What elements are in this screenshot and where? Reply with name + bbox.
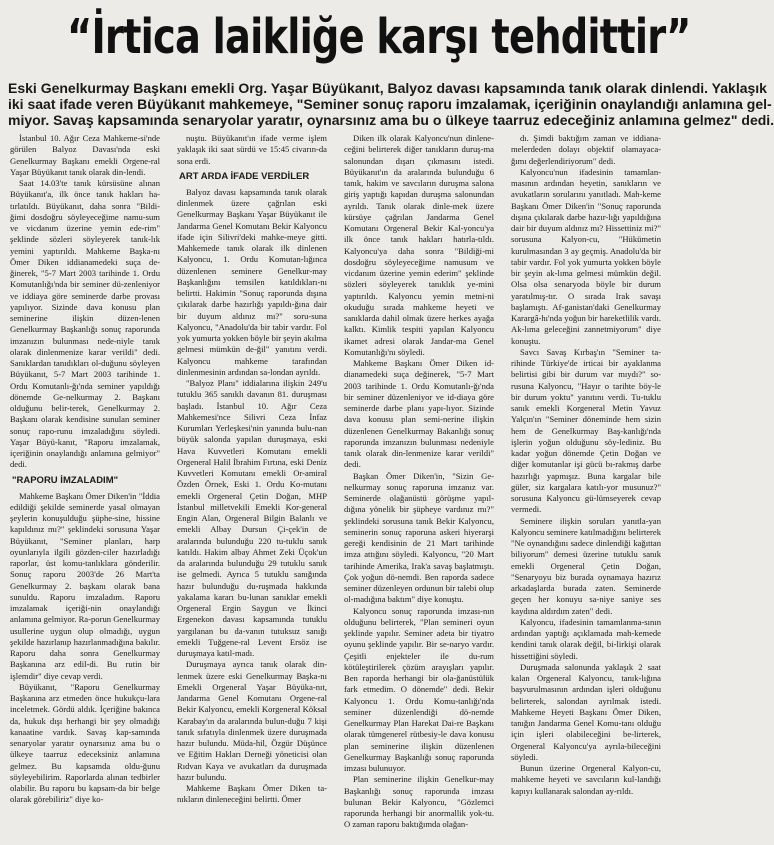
- article-paragraph: nuştu. Büyükanıt'ın ifade verme işlem yaklaşık iki saat sürdü ve 15:45 civarın-da sona erdi.: [177, 133, 327, 166]
- section-heading: "RAPORU İMZALADIM": [12, 474, 119, 486]
- article-paragraph: Başkan Ömer Diken'in, "Sizin Ge-nelkurmay sonuç raporuna imzanız var. Seminerde olağanüstü görüşme yapıl-dığına yönelik bir şüpheye vardınız mı?" şeklindeki sorusuna tanık Bekir Kalyoncu, seminerin sonuç raporuna askeri hiyerarşi gereği kendisinin de 21 Mart tarihinde imza attığını söyledi. Kalyoncu, "20 Mart tarihinde Amerika, Irak'a savaş başlatmıştı. Çok yoğun dö-nemdi. Ben raporda sadece seminer düzenleyen ordunun bir talebi olup ol-madığına baktım" diye konuştu.: [344, 470, 494, 605]
- subheadline-line: Eski Genelkurmay Başkanı emekli Org. Yaşar Büyükanıt, Balyoz davası kapsamında tanık olarak dinlendi. Yaklaşık: [8, 80, 767, 96]
- article-paragraph: Kalyoncu, ifadesinin tamamlanma-sının ardından yaptığı açıklamada mah-kemede kendini tanık olarak değil, bi-lirkişi olarak hissettiğini söyledi.: [511, 616, 661, 661]
- section-heading: ART ARDA İFADE VERDİLER: [179, 170, 310, 182]
- article-paragraph: Mahkeme Başkanı Ömer Diken id-dianamedeki suça değinerek, "5-7 Mart 2003 tarihinde 1. Ordu Komutanlı-ğı'nda bir seminer düzenleniyor ve id-diaya göre seminerde darbe planı yapı-lıyor. Sizinde dava konusu plan semi-nerine ilişkin düzenlenen Genelkurmay Bakanlığı sonuç raporunda imzanızın bulunması nedeniyle tanık olarak din-lenmenize karar verildi" dedi.: [344, 358, 494, 470]
- article-column-3: [344, 133, 494, 841]
- article-paragraph: Seminere ilişkin soruları yanıtla-yan Kalyoncu seminere katılmadığını belirterek "Ne oynandığını sadece dinlendiği kağıttan biliyorum" demesi üzerine tutuklu sanık emekli Orgeneral Çetin Doğan, "Senaryoyu biz burada oynamaya hazırız arkadaşlarda burada zaten. Seminerde geçen her konuyu sa-niye saniye ses kaydına aldırdım zaten" dedi.: [511, 515, 661, 616]
- subheadline-line: iki saat ifade veren Büyükanıt mahkemeye, "Seminer sonuç raporu imzalamak, içeriğinin onaylandığı anlamına gel-: [8, 96, 772, 112]
- headline: “İrtica laikliğe karşı tehdittir”: [67, 9, 691, 65]
- article-paragraph: Saat 14.03'te tanık kürsüsüne alınan Büyükanıt'a, ilk önce tanık hakları ha-tırlatıldı. Büyükanıt, daha sonra "Bildi-ğimi dosdoğru söyleyeceğime namu-sum ve vicdanım üzerine yemin ede-rim" şeklinde sözleri söyleyerek tanık-lık yemini yaptırıldı. Mahkeme Başka-nı Ömer Diken iddianamedeki suça de-ğinerek, "5-7 Mart 2003 tarihinde 1. Ordu Komutanlığı'nda bir seminer dü-zenleniyor ve iddiaya göre seminerde darbe provası yapılıyor. Sizinde dava konusu plan seminerine ilişkin düzen-lenen Genelkurmay Başkanlığı sonuç raporunda imzanızın bulunması nede-niyle tanık olarak dinlenmenize karar verildi" dedi. Sanıklardan tanıdıkları ol-duğunu söyleyen Büyükanıt, 5-7 Mart 2003 tarihinde 1. Ordu Komutanlı-ğı'nda seminer yapıldığı dönemde Ge-nelkurmay 2. Başkanı olduğunu belir-terek, Genelkurmay 2. Başkanı olarak kendisine sunulan seminer sonuç rapo-runu imzaladığını söyledi. Yaşar Büyü-kanıt, "Raporu imzalamak, içeriğinin onaylandığı anlamına gelmiyor" dedi.: [10, 178, 160, 470]
- article-paragraph: Mahkeme Başkanı Ömer Diken'in "İddia edildiği şekilde seminerde yasal olmayan şeylerin konuşulduğu şüphe-sine, hissine kapıldınız mı?" şeklindeki sorusuna Yaşar Büyükanıt, "Seminer planları, harp oyunlarıyla ilgili gözden-ciler hazırladığı raporlar, üst komu-tanlıklara gönderilir. Sonuç raporu 2003'de 26 Mart'ta Genelkurmay 2. başkanı olarak bana sunuldu. Raporu imzaladım. Raporu imzalamak içeriği-nin onaylandığı anlamına gelmiyor. Ra-porun Genelkurmay usullerine uygun olup olmadığı, uygun şekilde hazırlanıp hazırlanmadığına bakılır. Raporu daha sonra Genelkurmay Başkanına arz edil-di. Bu rutin bir işlemdir" diye cevap verdi.: [10, 490, 160, 681]
- article-paragraph: Diken ilk olarak Kalyoncu'nun dinlene-ceğini belirterek diğer tanıkların duruş-ma salonundan dışarı çıkmasını istedi. Büyükanıt'ın da aralarında bulunduğu 6 tanık, hakim ve savcıların duruşma salona giriş yaptığı kapıdan duruşma salonundan ayrıldı. Tanık olarak dinle-mek üzere kürsüye çağrılan Jandarma Genel Komutanı Orgeneral Bekir Kal-yoncu'ya ilk önce tanık hakları hatırla-tıldı. Kalyoncu'ya daha sonra "Bildiği-mi dosdoğru söyleyeceğime namusum ve vicdanım üzerine yemin ederim" şeklinde sözleri söyleyerek tanıklık ye-mini yaptırıldı. Kalyoncu yemin metni-ni okuduğu sırada mahkeme heyeti ve sanıklarda dahil olmak üzere herkes ayağa kalktı. Kimlik tespiti yapılan Kalyoncu ikamet adresi olarak Jandar-ma Genel Komutanlığı'nı söyledi.: [344, 133, 494, 357]
- article-paragraph: Plan seminerine ilişkin Genelkur-may Başkanlığı sonuç raporunda imzası bulunan Bekir Kalyoncu, "Gözlemci raporunda herhangi bir anormallik yok-tu. O zaman raporu baktığımda olağan-: [344, 774, 494, 830]
- article-paragraph: Büyükanıt, "Raporu Genelkurmay Başkanına arz etmeden önce hukukçu-lara inceletmek. Gördü aldık. İçeriğine bakınca da, hukuk dışı herhangi bir şey olmadığı kanaatine vardık. Savaş kap-samında senaryolar yaratır oynarsınız ama bu o ülkeye taarruz edeceksiniz anlamına gelmez. Bu kapsamda oldu-ğunu söyleyebilirim. Raporlarda alınan tedbirler olabilir. Bu raporu bu kapsam-da bir belge olarak görebiliriz" diye ko-: [10, 681, 160, 805]
- article-paragraph: Kalyoncu'nun ifadesinin tamamlan-masının ardından heyetin, sanıkların ve avukatların sorularını yanıtladı. Mah-keme Başkanı Ömer Diken'in "Sonuç raporunda dışına çıkılarak darbe hazır-lığı yapıldığına dair bir duyum aldınız mı? Hissettiniz mi?" sorusuna Kalyon-cu, "Hükümetin kurulmasından 3 ay geçmiş. Anadolu'da bir tabir vardır. Fol yok yumurta yokken böyle bir şeyin ak-lıma gelmesi mümkün değil. Olsa olsa senaryoda böyle bir durum yaratılmış-tır. O sırada Irak savaşı başlamıştı. Af-ganistan'daki Genelkurmay Karargâ-hı'nda yoğun bir hareketlilik vardı. Ak-lıma geleceğini zannetmiyorum" diye konuştu.: [511, 166, 661, 346]
- article-paragraph: dı. Şimdi baktığım zaman ve iddiana-melerdeden dolayı objektif olamayaca-ğımı değerlendiriyorum" dedi.: [511, 133, 661, 166]
- article-paragraph: Balyoz davası kapsamında tanık olarak dinlenmek üzere çağrılan eski Genelkurmay Başkanı Yaşar Büyükanıt ile Jandarma Genel Komutanı Bekir Kalyoncu ifade için Silivri'deki mahke-meye gitti. Mahkemede tanık olarak ilk dinlenen Kalyoncu, 1. Ordu Komutan-lığınca düzenlenen seminere Genelkur-may Başkanlığını temsilen katıldıkları-nı belirtti. Hakimin "Sonuç raporunda dışına çıkılarak darbe hazırlığı yapıldı-ğına dair bir duyum aldınız mı?" soru-suna Kalyoncu, "Anadolu'da bir tabir vardır. Fol yok yumurta yokken böyle bir şeyin akılma gelmesi mümkün de-ğil" yanıtını verdi. Kalyoncu mahkeme tarafından dinlenmesinin ardından sa-londan ayrıldı.: [177, 186, 327, 377]
- article-column-1: [10, 133, 160, 841]
- article-body: [10, 133, 662, 841]
- article-paragraph: Savcı Savaş Kırbaş'ın "Seminer ta-rihinde Türkiye'de irticai bir ayaklanma belirtisi gibi bir durum var mıydı?" so-rusuna Kalyoncu, "Hayır o tarihte böy-le bir durum yoktu" yanıtını verdi. Tu-tuklu sanık emekli Korgeneral Metin Yavuz Yalçın'ın "Seminer döneminde hem sizin hem de Genelkurmay Baş-kanlığı'nda işlerin yoğun olduğunu söy-lediniz. Bu kadar yoğun dönemde Çetin Doğan ve diğer komutanlar işi gücü bı-rakmış darbe hazırlığı yapmışız. Buna kargalar bile güler, siz kargalara katılı-yor musunuz?" sorusuna Kalyoncu gü-lümseyerek cevap vermedi.: [511, 346, 661, 515]
- article-paragraph: Duruşmaya ayrıca tanık olarak din-lenmek üzere eski Genelkurmay Başka-nı Emekli Orgeneral Yaşar Büyüka-nıt, Jandarma Genel Komutanı Orgene-ral Bekir Kalyoncu, emekli Korgeneral Köksal Karabay'ın da aralarında bulun-duğu 7 kişi tanık sıfatıyla dinlenmek üzere duruşmada hazır bulundu. Müda-hil, Özgür Düşünce ve Eğitim Hakları Derneği yöneticisi olan Rıdvan Kaya ve avukatları da duruşmada hazır bulundu.: [177, 659, 327, 782]
- subheadline: [8, 80, 774, 128]
- article-paragraph: "Balyoz Planı" iddialarına ilişkin 249'u tutuklu 365 sanıklı davanın 81. duruşması başladı. İstanbul 10. Ağır Ceza Mahkemesi'nce Silivri Ceza İnfaz Kurumları Yerleşkesi'nin yanında bulu-nan büyük salonda yapılan duruşmaya, eski Hava Kuvvetleri Komutanı emekli Orgeneral Halil İbrahim Fırtına, eski Deniz Kuvvetleri Komutanı emekli Or-amiral Özden Örnek, Eski 1. Ordu Ko-mutanı emekli Orgeneral Çetin Doğan, MHP İstanbul milletvekili Emekli Kor-general Engin Alan, Orgeneral Bilgin Balanlı ve emekli Albay Dursun Çi-çek'in de aralarında bulunduğu 220 tu-tuklu sanık katıldı. Hakim albay Ahmet Zeki Üçok'un da aralarında bulunduğu 29 tutuklu sanık ise gelmedi. Ayrıca 5 tutuklu sanığında hazır bulunduğu du-ruşmada hakkında yakalama kararı bu-lunan sanıklar emekli Orgeneral Ergin Saygun ve İkinci Ergenekon davası kapsamında tutuklu yargılanan bu da-vanın tutuksuz sanığı emekli Tuğgene-ral Levent Ersöz ise duruşmaya katıl-madı.: [177, 378, 327, 658]
- article-column-4: [511, 133, 661, 841]
- subheadline-line: miyor. Savaş kapsamında senaryolar yaratır, oynarsınız ama bu o ülkeye taarruz edeceğiniz anlamına gelmez" dedi.: [8, 112, 774, 128]
- article-paragraph: Bunun üzerine Orgeneral Kalyon-cu, mahkeme heyeti ve savcıların kul-landığı kapıyı kullanarak salondan ay-rıldı.: [511, 763, 661, 796]
- article-column-2: [177, 133, 327, 841]
- article-paragraph: Duruşmada salonunda yaklaşık 2 saat kalan Orgeneral Kalyoncu, tanık-lığına başvurulmasının ardından işleri olduğunu belirterek, salondan ayrılmak istedi. Mahkeme Heyeti Başkanı Ömer Diken, tanığın Jandarma Genel Komu-tanı olduğu için işleri olabileceğini be-lirterek, Orgeneral Kalyoncu'ya ayrıla-bileceğini söyledi.: [511, 661, 661, 762]
- article-paragraph: İstanbul 10. Ağır Ceza Mahkeme-si'nde görülen Balyoz Davası'nda eski Genelkurmay Başkanı emekli Orgene-ral Yaşar Büyükanıt tanık olarak din-lendi.: [10, 133, 160, 177]
- article-paragraph: Kalyoncu sonuç raporunda imzası-nın olduğunu belirterek, "Plan semineri oyun şeklinde yapılır. Seminer adeta bir tiyatro oyunu şeklinde yapılır. Bir se-naryo vardır. Çeşitli enjekteler ile du-rum kötüleştirilerek çözüm arayışları yapılır. Ben raporda herhangi bir ola-ğanüstülük fark etmedim. O dönemde" dedi. Bekir Kalyoncu 1. Ordu Komu-tanlığı'nda seminer düzenlendiği dö-nemde Genelkurmay Plan Harekat Dai-re Başkanı olarak tümgenerel rütbesiy-le dava konusu plan seminerine ilişkin düzenlenen Genelkurmay Başkanlığı sonuç raporunda imzası bulunuyor.: [344, 605, 494, 773]
- article-paragraph: Mahkeme Başkanı Ömer Diken ta-nıkların dinleneceğini belirtti. Ömer: [177, 783, 327, 805]
